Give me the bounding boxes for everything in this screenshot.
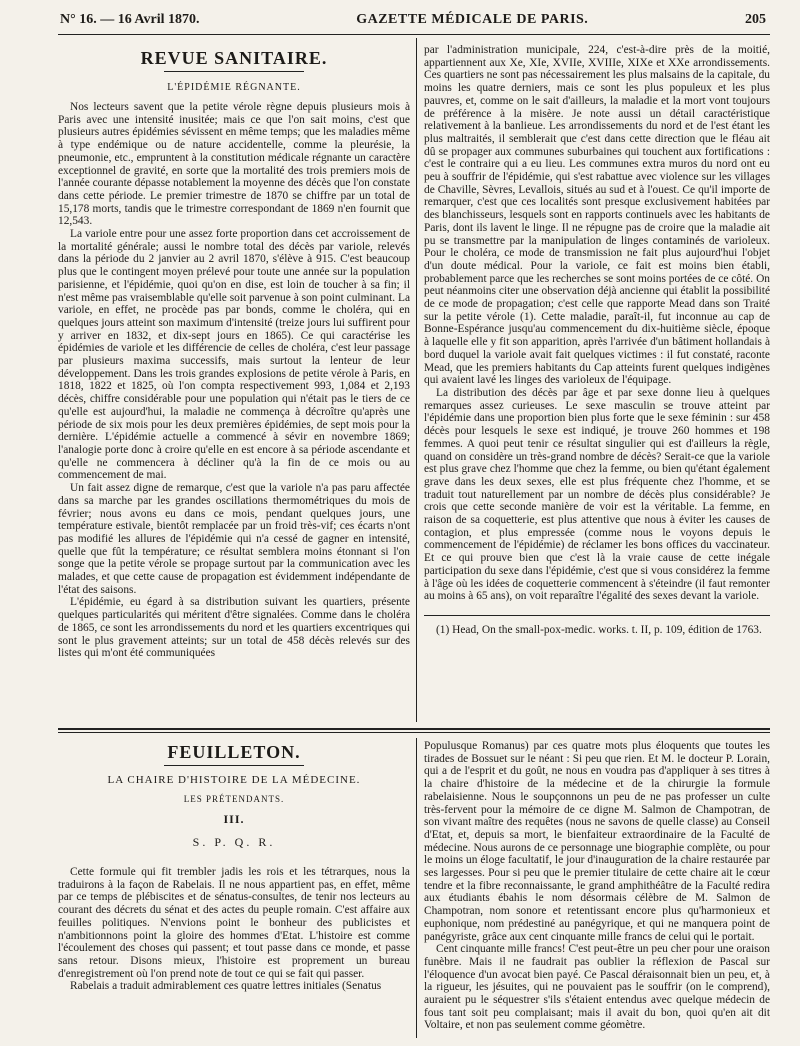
- revue-paragraph: La distribution des décès par âge et par sexe donne lieu à quelques remarques assez curieuses. Le sexe masculin se trouve atteint par l'épidémie dans une proportion bien plus forte que le sexe féminin : sur 458 décès pour lesquels le sexe est indiqué, je trouve 260 hommes et 198 femmes. A quoi peut tenir ce résultat singulier qui est d'ailleurs la règle, quand on considère un très-grand nombre de décès? Serait-ce que la variole est plus grave chez l'homme que chez la femme, ou bien qu'étant également grave dans les deux sexes, elle est plus fréquente chez l'homme, et se traduit tout naturellement par un nombre de décès plus considérable? Je crois que cette seconde manière de voir est la véritable. La femme, en raison de sa coquetterie, est plus attentive que nous à éviter les causes de contagion, et plus empressée (comme nous le voyons depuis le commencement de l'épidémie) de réclamer les bons offices du vaccinateur. Et ce qui prouve bien que c'est là la vraie cause de cette inégale participation du sexe dans l'épidémie, c'est que si vous considérez la femme à l'âge où les idées de coquetterie commencent à s'éteindre (il faut remonter au moins à 65 ans), on voit reparaître l'égalité des sexes devant la variole.: [424, 386, 770, 603]
- feuilleton-paragraph: Rabelais a traduit admirablement ces quatre lettres initiales (Senatus: [70, 980, 382, 993]
- revue-title-underline: [164, 71, 304, 72]
- revue-paragraph: L'épidémie, eu égard à sa distribution suivant les quartiers, présente quelques particularités qui méritent d'être signalées. Comme dans le choléra de 1865, ce sont les arrondissements du nord et les quartiers excentriques qui sont le plus gravement atteints; sur un total de 458 décès relevés sur des listes qui m'ont été communiquées: [58, 596, 410, 660]
- header-page-number: 205: [744, 12, 766, 27]
- running-header: [60, 12, 766, 32]
- column-divider-bottom: [416, 738, 417, 1038]
- revue-paragraph: Nos lecteurs savent que la petite vérole règne depuis plusieurs mois à Paris avec une intensité inusitée; mais ce que l'on sait moins, c'est que plusieurs autres épidémies sévissent en même temps; que les maladies même à type endémique ou de nature accidentelle, comme la pleurésie, la pneumonie, etc., empruntent à la constitution médicale régnante un caractère exceptionnel de gravité, en sorte que la mortalité des trois premiers mois de l'année courante dépasse notablement la moyenne des décès que l'on constate dans cette période. Le premier trimestre de 1870 se chiffre par un total de 15,178 morts, tandis que le trimestre correspondant de 1869 n'en fournit que 12,543.: [58, 101, 410, 228]
- revue-title: REVUE SANITAIRE.: [140, 48, 328, 68]
- header-rule: [58, 34, 770, 35]
- feuilleton-rule: [58, 728, 770, 730]
- feuilleton-column-right: [424, 740, 770, 1040]
- revue-paragraph: La variole entre pour une assez forte proportion dans cet accroissement de la mortalité générale; aussi le nombre total des décès par variole, relevés dans la période du 2 janvier au 2 avril 1870, s'élève à 915. C'est beaucoup plus que le contingent moyen prélevé pour toute une année sur la population parisienne, et l'épidémie, quoi qu'on en dise, est loin de toucher à sa fin; il n'est même pas vraisemblable qu'elle soit parvenue à son point culminant. La variole, en effet, ne procède pas par bonds, comme le choléra, qui en quelques jours atteint son maximum d'intensité (treize jours lui suffirent pour y arriver en 1832, et dix-sept jours en 1865). Ce qui caractérise les épidémies de variole et les différencie de celles de choléra, c'est leur passage par plusieurs maxima successifs, mais surtout la lenteur de leur développement. Dans les trois grandes explosions de petite vérole à Paris, en 1818, 1822 et 1825, où l'on compta respectivement 993, 1,084 et 2,193 décès, chiffre considérable pour une population qui n'était pas le tiers de ce qu'elle est aujourd'hui, la maladie ne commença à décroître qu'après une période de six mois pour les deux premières épidémies, de sept mois pour la dernière. L'épidémie actuelle a commencé à sévir en novembre 1869; l'analogie porte donc à croire qu'elle en est encore à sa période ascendante et qu'elle ne commencera à décliner qu'à la fin de ce mois ou au commencement de mai.: [58, 228, 410, 482]
- header-journal-title: GAZETTE MÉDICALE DE PARIS.: [356, 12, 589, 27]
- revue-subtitle: L'ÉPIDÉMIE RÉGNANTE.: [167, 82, 301, 93]
- footnote-text: (1) Head, On the small-pox-medic. works. t. II, p. 109, édition de 1763.: [436, 623, 762, 636]
- feuilleton-subtitle: LA CHAIRE D'HISTOIRE DE LA MÉDECINE.: [107, 774, 361, 786]
- feuilleton-number: III.: [223, 812, 245, 826]
- feuilleton-paragraph: Cent cinquante mille francs! C'est peut-être un peu cher pour une oraison funèbre. Mais il ne faudrait pas oublier la réflexion de Pascal sur l'éloquence d'un avocat bien payé. Ce Pascal déraisonnait bien un peu, et, à la rigueur, les jésuites, qui ne pouvaient pas le souffrir (on le comprend), auraient pu le séquestrer s'ils s'étaient entendus avec quelque médecin de fous tant soit peu complaisant; mais il avait du bon, quoi qu'en ait dit Voltaire, et non pas seulement comme géomètre.: [424, 943, 770, 1032]
- revue-column-left: [58, 44, 410, 720]
- revue-column-right: [424, 44, 770, 720]
- feuilleton-section: LES PRÉTENDANTS.: [183, 794, 285, 804]
- revue-paragraph: Un fait assez digne de remarque, c'est que la variole n'a pas paru affectée dans sa marche par les grandes oscillations thermométriques du mois de février; nous avons eu dans ce mois, pendant quelques jours, une température estivale, bientôt remplacée par un froid très-vif; ces écarts n'ont pas modifié les allures de l'épidémie qui n'a cessé de gagner en intensité, quelle que fût la température; ce résultat semblera moins étonnant si l'on songe que la petite vérole se propage surtout par la communication avec les malades, et que cette cause de propagation est évidemment indépendante de l'état des saisons.: [58, 482, 410, 596]
- feuilleton-column-left: [58, 740, 410, 1040]
- header-issue: N° 16. — 16 Avril 1870.: [60, 12, 200, 27]
- footnote-rule: [424, 615, 770, 616]
- column-divider-top: [416, 38, 417, 722]
- revue-paragraph: par l'administration municipale, 224, c'est-à-dire près de la moitié, appartiennent aux Xe, XIe, XVIIe, XVIIIe, XIXe et XXe arrondissements. Ces quartiers ne sont pas nécessairement les plus malsains de la capitale, du moins les quatre derniers, mais ce sont les plus populeux et les plus pauvres, et, comme on le sait d'ailleurs, la maladie et la mort vont toujours de préférence à la misère. Je note aussi un détail caractéristique relativement à la banlieue. Les arrondissements du nord et de l'est étant les plus maltraités, il semblerait que c'est dans cette direction que le fléau ait dû se propager aux communes suburbaines qui touchent aux fortifications : c'est le contraire qui a eu lieu. Les communes extra muros du nord ont eu peu à souffrir de l'épidémie, qui s'est rabattue avec violence sur les villages de Chaville, Sèvres, Levallois, situés au sud et à l'ouest. Ce qu'il importe de remarquer, c'est que ces localités sont presque exclusivement habitées par des blanchisseurs, lesquels sont en rapports continuels avec les habitants de Paris, dont ils lavent le linge. Il ne répugne pas de croire que la maladie ait pu se transmettre par la manipulation de linges contaminés de varioleux. Pour le choléra, ce mode de transmission ne fait plus aujourd'hui l'objet d'un doute médical. Pour la variole, ce fait est moins bien établi, probablement parce que les recherches se sont moins portées de ce côté. On peut néanmoins citer une observation déjà ancienne qui établit la possibilité de ce mode de propagation; c'est celle que rapporte Mead dans son Traité sur la petite vérole (1). Cette maladie, paraît-il, fut inconnue au cap de Bonne-Espérance jusqu'au commencement du dix-huitième siècle, époque à laquelle elle y fit son apparition, après l'arrivée d'un bâtiment hollandais à bord duquel la variole avait fait quelques victimes : il fut constaté, raconte Mead, que les premiers habitants du Cap atteints furent quelques indigènes qui avaient lavé les linges des varioleux de l'équipage.: [424, 44, 770, 387]
- feuilleton-paragraph: Cette formule qui fit trembler jadis les rois et les tétrarques, nous la traduirons à la façon de Rabelais. Il ne nous appartient pas, en effet, même par ce temps de plébiscites et de sénatus-consultes, de tenir nos lecteurs au courant des décrets du sénat et des actes du peuple romain. C'est affaire aux feuilles politiques. N'envions point le bonheur des publicistes et n'ambitionnons point la gloire des hommes d'Etat. L'histoire est comme l'écoulement des choses qui passent; et tout passe dans ce monde, et passe sans retour. Disons mieux, l'histoire est proprement un bureau d'enregistrement où l'on prend note de tout ce qui se fait qui passer.: [58, 866, 410, 980]
- footnote: [424, 624, 770, 637]
- feuilleton-title-underline: [164, 765, 304, 766]
- feuilleton-title: FEUILLETON.: [167, 742, 301, 762]
- feuilleton-spqr: S. P. Q. R.: [192, 835, 276, 849]
- feuilleton-paragraph: Populusque Romanus) par ces quatre mots plus éloquents que toutes les tirades de Bossuet sur le néant : Si peu que rien. Et M. le docteur P. Lorain, qui a de l'esprit et du goût, ne nous en voudra pas d'appliquer à ses titres à la chaire d'histoire de la médecine et de la chirurgie la formule rabelaisienne. Nous le soupçonnons un peu de ne pas professer un culte très-fervent pour la mémoire de ce digne M. Salmon de Champotran, de son vivant maître des requêtes (nous ne savons de quelle classe) au Conseil d'Etat, et, depuis sa mort, le bienfaiteur extraordinaire de la Faculté de médecine. Nous aurons de ce personnage une biographie complète, ou pour le moins un éloge facultatif, le jour d'inauguration de la chaire restaurée par ses largesses. Pour si peu que le premier titulaire de cette chaire ait le cœur tendre et la fibre reconnaissante, le grand amphithéâtre de la Faculté redira aux étudiants ébahis le nom désormais célèbre de M. Salmon de Champotran, nom sonore et retentissant encore plus qu'harmonieux et euphonique, nom prédestiné au panégyrique, et qui ne manquera point de panégyriste, grâce aux cent cinquante mille francs de celui qui le portait.: [424, 740, 770, 943]
- feuilleton-rule-thin: [58, 732, 770, 733]
